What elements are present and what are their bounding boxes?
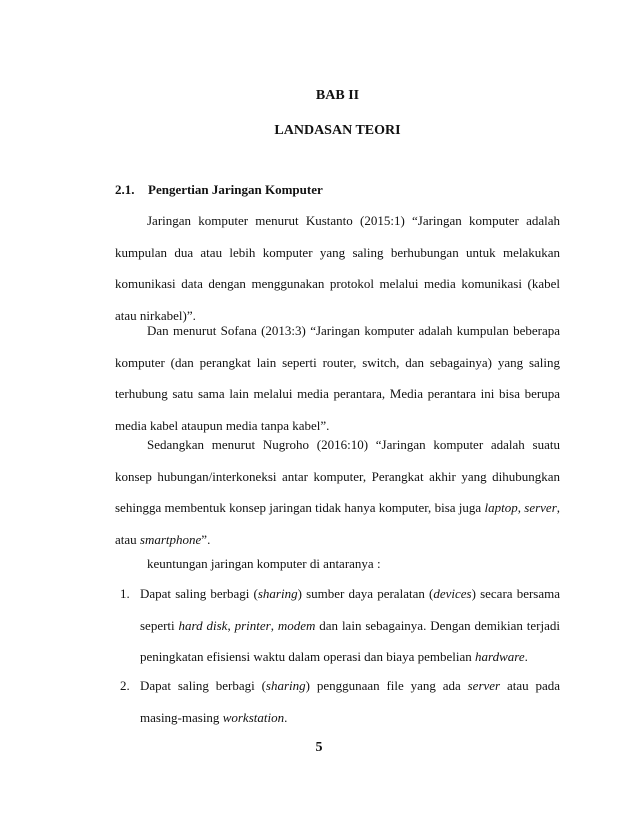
paragraph-keuntungan: keuntungan jaringan komputer di antaranya : [147,556,381,571]
paragraph-nugroho: Sedangkan menurut Nugroho (2016:10) “Jaringan komputer adalah suatu konsep hubungan/interkoneksi antar komputer, Perangkat akhir yang dihubungkan sehingga membentuk konsep jaringan tidak hanya komputer, bisa juga laptop, server, atau smartphone”. [115,437,561,547]
list-number: 2. [120,678,130,693]
list-number: 1. [120,586,130,601]
section-number: 2.1. [115,182,135,197]
paragraph-sofana: Dan menurut Sofana (2013:3) “Jaringan komputer adalah kumpulan beberapa komputer (dan perangkat lain seperti router, switch, dan sebagainya) yang saling terhubung satu sama lain melalui media perantara, Media perantara ini bisa berupa media kabel ataupun media tanpa kabel”. [115,323,560,433]
list-text: Dapat saling berbagi (sharing) sumber daya peralatan (devices) secara bersama seperti hard disk, printer, modem dan lain sebagainya. Dengan demikian terjadi peningkatan efisiensi waktu dalam operasi dan biaya pembelian hardware. [140,586,561,664]
list-text: Dapat saling berbagi (sharing) penggunaan file yang ada server atau pada masing-masing workstation. [140,678,560,725]
chapter-heading: BAB II [315,88,360,103]
paragraph-kustanto: Jaringan komputer menurut Kustanto (2015:1) “Jaringan komputer adalah kumpulan dua atau lebih komputer yang saling berhubungan untuk melakukan komunikasi data dengan menggunakan protokol melalui media komunikasi (kabel atau nirkabel)”. [115,213,560,323]
chapter-title: LANDASAN TEORI [274,123,401,138]
section-title: Pengertian Jaringan Komputer [148,182,323,197]
page-number: 5 [315,740,323,755]
